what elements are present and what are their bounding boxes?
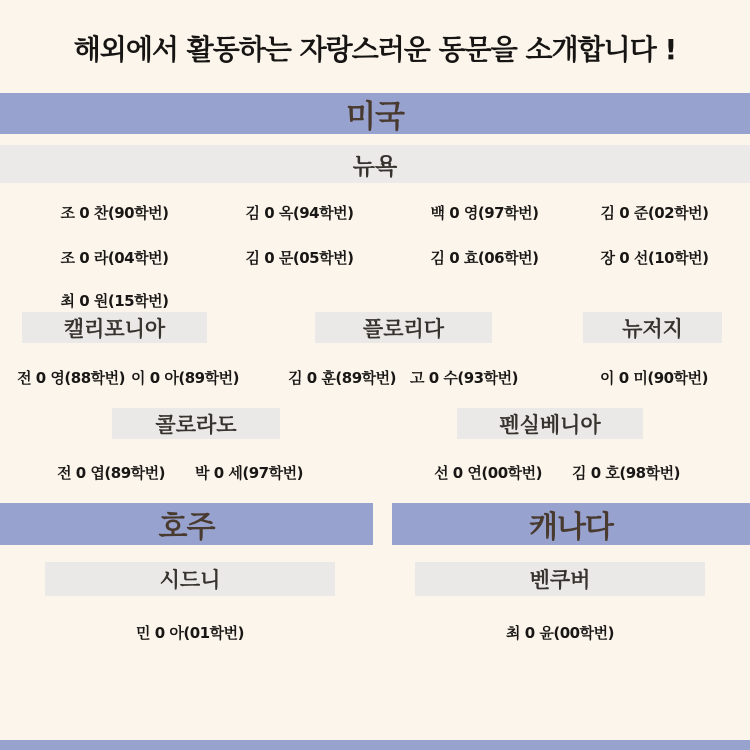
member-name: 민 0 아(01학번) bbox=[136, 624, 244, 642]
section-banner-usa: 미국 bbox=[0, 93, 750, 134]
member-name: 백 0 영(97학번) bbox=[430, 204, 539, 222]
member-name: 이 0 미(90학번) bbox=[600, 369, 708, 387]
region-box-pennsylvania: 펜실베니아 bbox=[457, 408, 643, 439]
member-name: 김 0 효(06학번) bbox=[430, 249, 539, 267]
region-box-new-jersey: 뉴저지 bbox=[583, 312, 722, 343]
region-box-florida: 플로리다 bbox=[315, 312, 492, 343]
member-group-pennsylvania bbox=[397, 462, 717, 483]
member-name: 조 0 라(04학번) bbox=[60, 249, 169, 267]
member-name: 전 0 영(88학번) bbox=[17, 369, 125, 387]
member-group-sydney bbox=[45, 622, 335, 643]
section-banner-canada: 캐나다 bbox=[392, 503, 750, 545]
region-band-new-york: 뉴욕 bbox=[0, 145, 750, 183]
member-name: 김 0 문(05학번) bbox=[245, 249, 354, 267]
member-group-california bbox=[8, 367, 248, 388]
region-box-sydney: 시드니 bbox=[45, 562, 335, 596]
member-name: 김 0 옥(94학번) bbox=[245, 204, 354, 222]
member-name: 조 0 찬(90학번) bbox=[60, 204, 169, 222]
region-box-colorado: 콜로라도 bbox=[112, 408, 280, 439]
member-name: 전 0 엽(89학번) bbox=[57, 464, 165, 482]
section-banner-australia: 호주 bbox=[0, 503, 373, 545]
bottom-banner-strip bbox=[0, 740, 750, 750]
region-box-california: 캘리포니아 bbox=[22, 312, 207, 343]
member-name: 장 0 선(10학번) bbox=[600, 249, 709, 267]
member-name: 이 0 아(89학번) bbox=[131, 369, 239, 387]
member-name: 김 0 훈(89학번) bbox=[288, 369, 396, 387]
page-title: 해외에서 활동하는 자랑스러운 동문을 소개합니다 ! bbox=[73, 33, 677, 66]
member-name: 김 0 호(98학번) bbox=[572, 464, 680, 482]
member-name: 김 0 준(02학번) bbox=[600, 204, 709, 222]
member-name: 박 0 세(97학번) bbox=[195, 464, 303, 482]
member-name: 최 0 원(15학번) bbox=[60, 292, 169, 310]
member-group-colorado bbox=[20, 462, 340, 483]
member-name: 최 0 윤(00학번) bbox=[506, 624, 614, 642]
member-group-new-jersey bbox=[594, 367, 714, 388]
member-name: 고 0 수(93학번) bbox=[410, 369, 518, 387]
member-group-vancouver bbox=[415, 622, 705, 643]
member-name: 선 0 연(00학번) bbox=[434, 464, 542, 482]
member-group-florida bbox=[283, 367, 523, 388]
region-box-vancouver: 벤쿠버 bbox=[415, 562, 705, 596]
